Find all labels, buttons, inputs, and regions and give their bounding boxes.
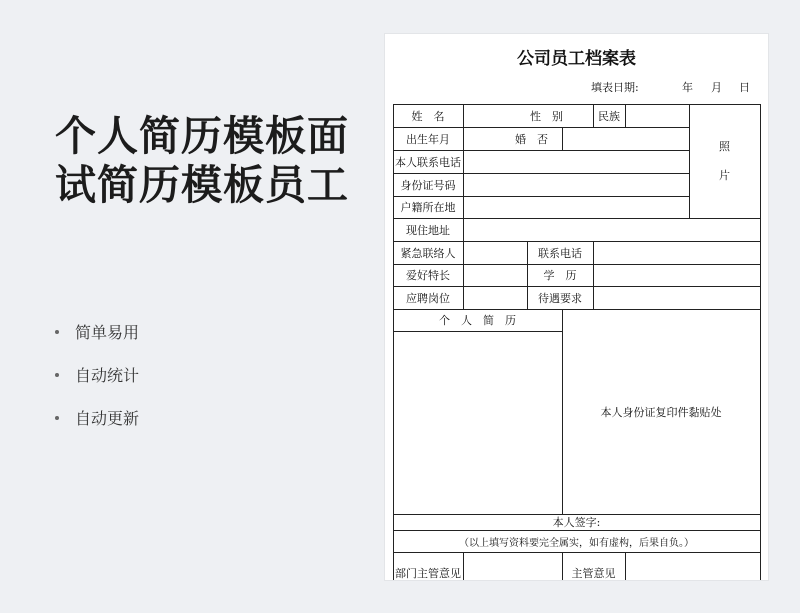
label-resume: 个 人 简 历 — [439, 314, 516, 327]
bullet-dot-icon — [55, 416, 59, 420]
label-signature: 本人签字: — [552, 516, 601, 529]
feature-label: 自动统计 — [75, 366, 140, 385]
bullet-dot-icon — [55, 330, 59, 334]
date-day-label: 日 — [739, 81, 750, 94]
label-contact-phone: 联系电话 — [538, 246, 582, 260]
photo-box — [689, 127, 760, 195]
date-year-label: 年 — [682, 81, 693, 94]
label-emergency-contact: 紧急联络人 — [400, 246, 456, 260]
label-name: 姓 名 — [411, 109, 445, 123]
label-hobbies: 爱好特长 — [406, 269, 450, 282]
promo-title-line-1: 个人简历模板面 — [55, 112, 349, 160]
label-supervisor-opinion: 主管意见 — [571, 567, 616, 580]
feature-label: 自动更新 — [75, 409, 140, 428]
label-address: 现住地址 — [406, 223, 450, 237]
bullet-dot-icon — [55, 373, 59, 377]
photo-label-bottom: 片 — [719, 169, 730, 182]
feature-item — [55, 396, 139, 439]
feature-label: 简单易用 — [75, 323, 140, 342]
label-marital: 婚 否 — [515, 132, 548, 146]
label-hukou: 户籍所在地 — [400, 201, 456, 214]
label-ethnicity: 民族 — [598, 109, 620, 123]
label-position: 应聘岗位 — [406, 291, 450, 305]
form-sheet — [385, 34, 768, 580]
label-id-number: 身份证号码 — [400, 178, 456, 192]
promo-title — [55, 112, 375, 210]
photo-label-top: 照 — [719, 140, 730, 153]
feature-item — [55, 310, 139, 353]
date-month-label: 月 — [711, 81, 722, 94]
label-education: 学 历 — [543, 269, 577, 282]
feature-list — [55, 310, 139, 439]
label-id-paste: 本人身份证复印件黏贴处 — [600, 405, 722, 419]
label-note: （以上填写资料要完全属实，如有虚构，后果自负。） — [459, 537, 694, 549]
label-salary: 待遇要求 — [538, 291, 582, 305]
feature-item — [55, 353, 139, 396]
label-dept-opinion: 部门主管意见 — [395, 567, 461, 580]
form-title: 公司员工档案表 — [517, 49, 636, 69]
label-phone: 本人联系电话 — [395, 155, 461, 169]
promo-title-line-2: 试简历模板员工 — [55, 161, 349, 209]
label-gender: 性 别 — [530, 109, 563, 123]
label-birth: 出生年月 — [406, 132, 450, 146]
fill-date-label: 填表日期: — [591, 81, 639, 94]
